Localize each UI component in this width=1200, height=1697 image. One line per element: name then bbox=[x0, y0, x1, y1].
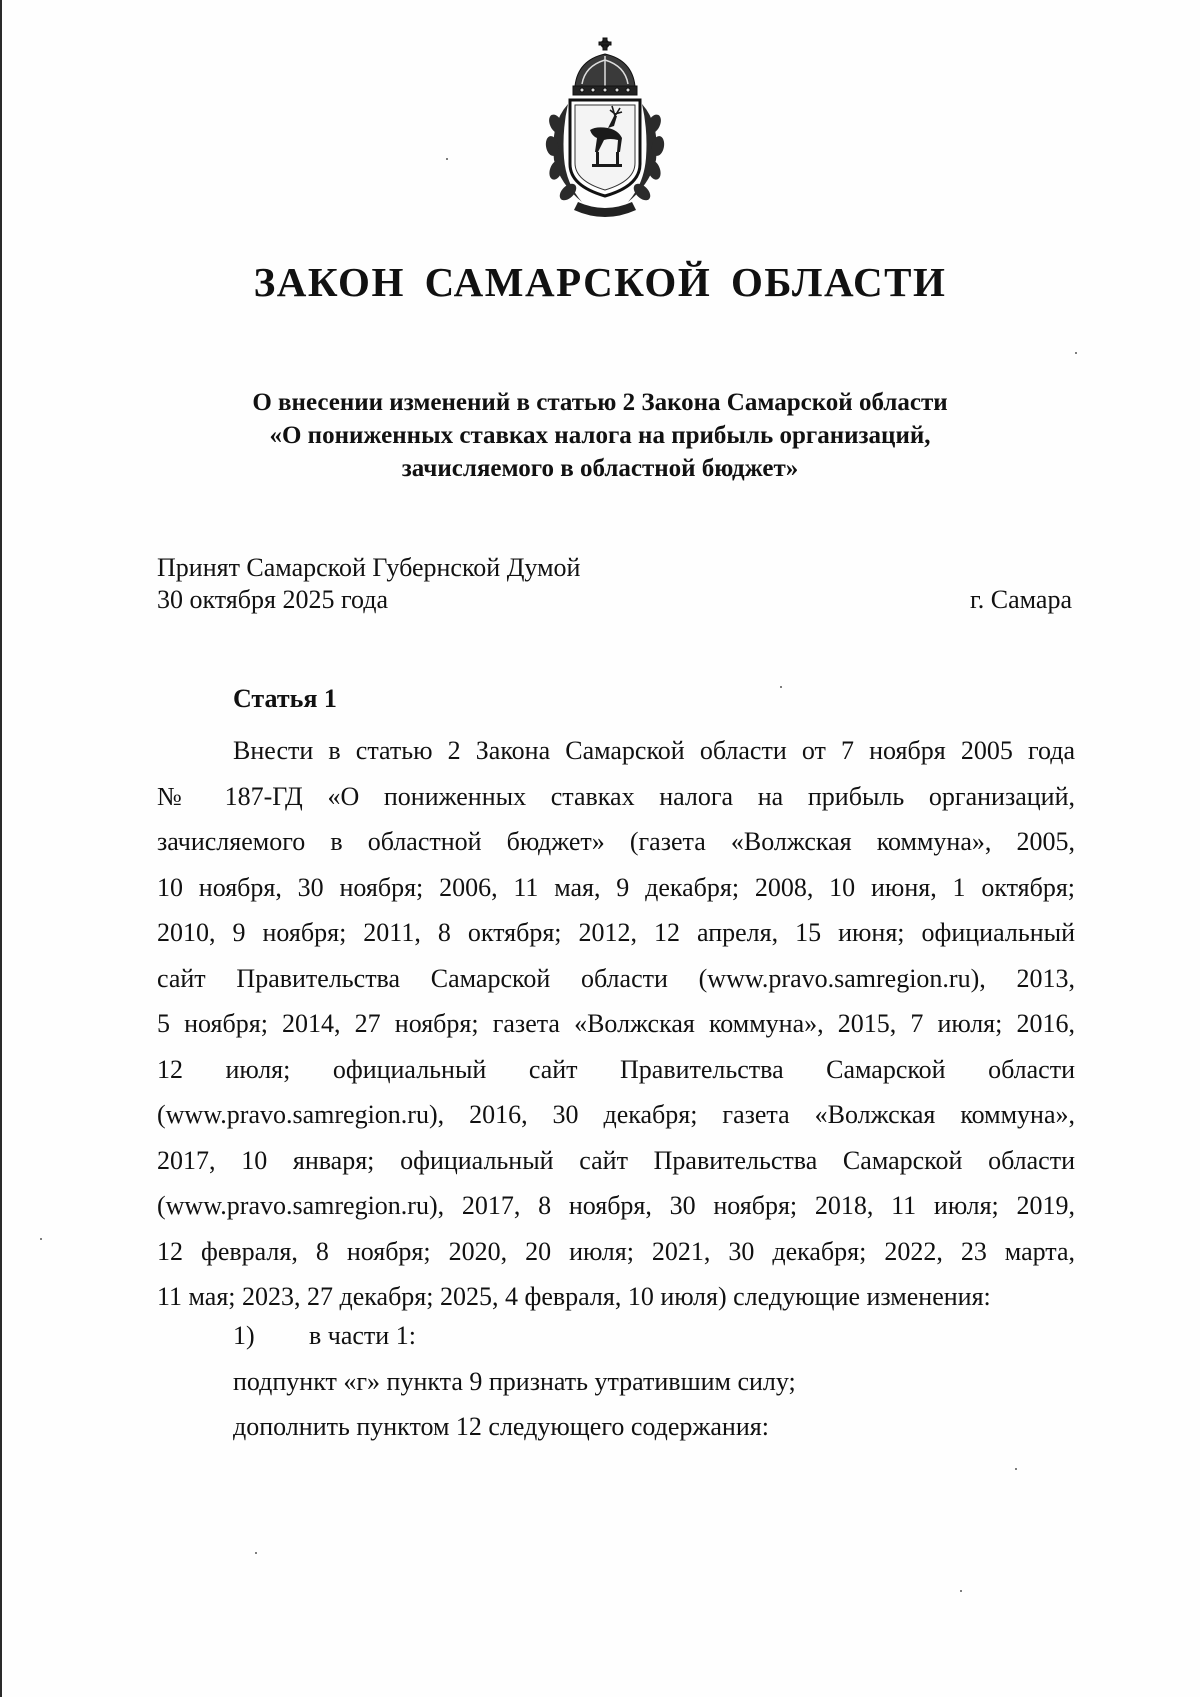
coat-of-arms-emblem bbox=[530, 34, 680, 224]
article-heading: Статья 1 bbox=[233, 684, 337, 713]
adopted-date: 30 октября 2025 года bbox=[157, 585, 388, 614]
article-body-line: (www.pravo.samregion.ru), 2016, 30 декабря; газета «Волжская коммуна», bbox=[157, 1100, 1075, 1129]
adoption-info bbox=[157, 552, 580, 616]
scan-speck bbox=[40, 1238, 42, 1240]
list-item-label: в части 1: bbox=[309, 1321, 416, 1350]
article-body-line: 12 февраля, 8 ноября; 2020, 20 июля; 2021, 30 декабря; 2022, 23 марта, bbox=[157, 1236, 1075, 1266]
article-body-line: зачисляемого в областной бюджет» (газета «Волжская коммуна», 2005, bbox=[157, 827, 1075, 856]
article-body bbox=[157, 728, 1075, 1320]
article-body-line: № 187-ГД «О пониженных ставках налога на прибыль организаций, bbox=[157, 781, 1075, 811]
scan-speck bbox=[1075, 352, 1077, 354]
list-item-1 bbox=[233, 1320, 416, 1352]
subitem-supplement: дополнить пунктом 12 следующего содержания: bbox=[233, 1412, 769, 1441]
document-title: ЗАКОН САМАРСКОЙ ОБЛАСТИ bbox=[253, 259, 947, 305]
article-body-line: 12 июля; официальный сайт Правительства Самарской области bbox=[157, 1054, 1075, 1084]
article-body-line: (www.pravo.samregion.ru), 2017, 8 ноября, 30 ноября; 2018, 11 июля; 2019, bbox=[157, 1191, 1075, 1220]
adopted-by: Принят Самарской Губернской Думой bbox=[157, 553, 581, 582]
subtitle-line: О внесении изменений в статью 2 Закона Самарской области bbox=[252, 389, 948, 416]
scan-speck bbox=[1015, 1468, 1017, 1470]
scan-speck bbox=[780, 686, 782, 688]
article-body-line: 2017, 10 января; официальный сайт Правительства Самарской области bbox=[157, 1145, 1075, 1175]
list-item-number: 1) bbox=[233, 1321, 255, 1350]
article-body-line: 11 мая; 2023, 27 декабря; 2025, 4 февраля, 10 июля) следующие изменения: bbox=[157, 1282, 991, 1311]
page-left-edge bbox=[0, 0, 2, 1697]
document-subtitle bbox=[150, 386, 1050, 485]
subtitle-line: зачисляемого в областной бюджет» bbox=[401, 455, 799, 482]
article-body-line: 5 ноября; 2014, 27 ноября; газета «Волжская коммуна», 2015, 7 июля; 2016, bbox=[157, 1009, 1075, 1038]
article-body-line: сайт Правительства Самарской области (www.pravo.samregion.ru), 2013, bbox=[157, 963, 1075, 993]
article-body-line: 10 ноября, 30 ноября; 2006, 11 мая, 9 декабря; 2008, 10 июня, 1 октября; bbox=[157, 872, 1075, 902]
scan-speck bbox=[255, 1552, 257, 1554]
subtitle-line: «О пониженных ставках налога на прибыль организаций, bbox=[269, 422, 931, 449]
article-body-line: 2010, 9 ноября; 2011, 8 октября; 2012, 12 апреля, 15 июня; официальный bbox=[157, 918, 1075, 947]
city: г. Самара bbox=[970, 585, 1072, 614]
scan-speck bbox=[960, 1590, 962, 1592]
subitem-repeal: подпункт «г» пункта 9 признать утратившим силу; bbox=[233, 1367, 796, 1396]
article-body-line: Внести в статью 2 Закона Самарской области от 7 ноября 2005 года bbox=[233, 736, 1075, 765]
scan-speck bbox=[446, 158, 448, 160]
